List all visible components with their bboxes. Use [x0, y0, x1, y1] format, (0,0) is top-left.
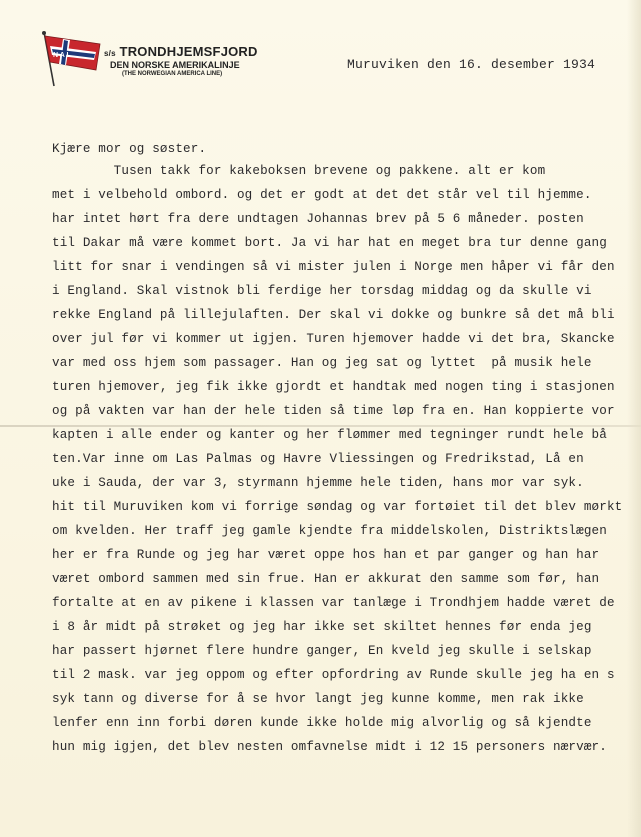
letter-line: litt for snar i vendingen så vi mister julen i Norge men håper vi får den [52, 260, 615, 274]
letter-line: lenfer enn inn forbi døren kunde ikke holde mig alvorlig og så kjendte [52, 716, 592, 730]
letter-line: har intet hørt fra dere undtagen Johannas brev på 5 6 måneder. posten [52, 212, 584, 226]
letter-line: har passert hjørnet flere hundre ganger, En kveld jeg skulle i selskap [52, 644, 592, 658]
company-name-english: (THE NORWEGIAN AMERICA LINE) [122, 71, 223, 77]
letter-line: ten.Var inne om Las Palmas og Havre Vliessingen og Fredrikstad, Lå en [52, 452, 584, 466]
salutation: Kjære mor og søster. [52, 142, 207, 156]
letter-line: kapten i alle ender og kanter og her flømmer med tegninger rundt hele bå [52, 428, 607, 442]
ship-name-line [104, 44, 258, 59]
paper-edge-shadow [627, 0, 641, 837]
ship-prefix: s/s [104, 49, 116, 58]
letter-line: uke i Sauda, der var 3, styrmann hjemme hele tiden, hans mor var syk. [52, 476, 584, 490]
letter-line: over jul før vi kommer ut igjen. Turen hjemover hadde vi det bra, Skancke [52, 332, 615, 346]
letter-line: om kvelden. Her traff jeg gamle kjendte fra middelskolen, Distriktslægen [52, 524, 607, 538]
letter-line: var med oss hjem som passager. Han og jeg sat og lyttet på musik hele [52, 356, 592, 370]
letter-line: rekke England på lillejulaften. Der skal vi dokke og bunkre så det må bli [52, 308, 615, 322]
company-name: DEN NORSKE AMERIKALINJE [110, 60, 240, 70]
nal-flag-logo [40, 30, 102, 88]
flag-text: N A L [53, 52, 71, 59]
ship-name: TRONDHJEMSFJORD [119, 44, 258, 59]
letter-line: været ombord sammen med sin frue. Han er akkurat den samme som før, han [52, 572, 600, 586]
letter-line: i 8 år midt på strøket og jeg har ikke set skiltet hennes før enda jeg [52, 620, 592, 634]
letter-line: til 2 mask. var jeg oppom og efter opfordring av Runde skulle jeg ha en s [52, 668, 615, 682]
letter-line: og på vakten var han der hele tiden så time løp fra en. Han koppierte vor [52, 404, 615, 418]
letterhead [104, 44, 258, 77]
letter-line: hit til Muruviken kom vi forrige søndag og var fortøiet til det blev mørkt [52, 500, 623, 514]
letter-line: Tusen takk for kakeboksen brevene og pakkene. alt er kom [52, 164, 546, 178]
letter-line: met i velbehold ombord. og det er godt at det det står vel til hjemme. [52, 188, 592, 202]
letter-line: i England. Skal vistnok bli ferdige her torsdag middag og da skulle vi [52, 284, 592, 298]
letter-line: fortalte at en av pikene i klassen var tanlæge i Trondhjem hadde været de [52, 596, 615, 610]
letter-line: her er fra Runde og jeg har været oppe hos han et par ganger og han har [52, 548, 600, 562]
letter-line: turen hjemover, jeg fik ikke gjordt et handtak med nogen ting i stasjonen [52, 380, 615, 394]
letter-line: hun mig igjen, det blev nesten omfavnelse midt i 12 15 personers nærvær. [52, 740, 607, 754]
letter-line: til Dakar må være kommet bort. Ja vi har hat en meget bra tur denne gang [52, 236, 607, 250]
dateline: Muruviken den 16. desember 1934 [347, 57, 596, 72]
letter-line: syk tann og diverse for å se hvor langt jeg kunne komme, men rak ikke [52, 692, 584, 706]
